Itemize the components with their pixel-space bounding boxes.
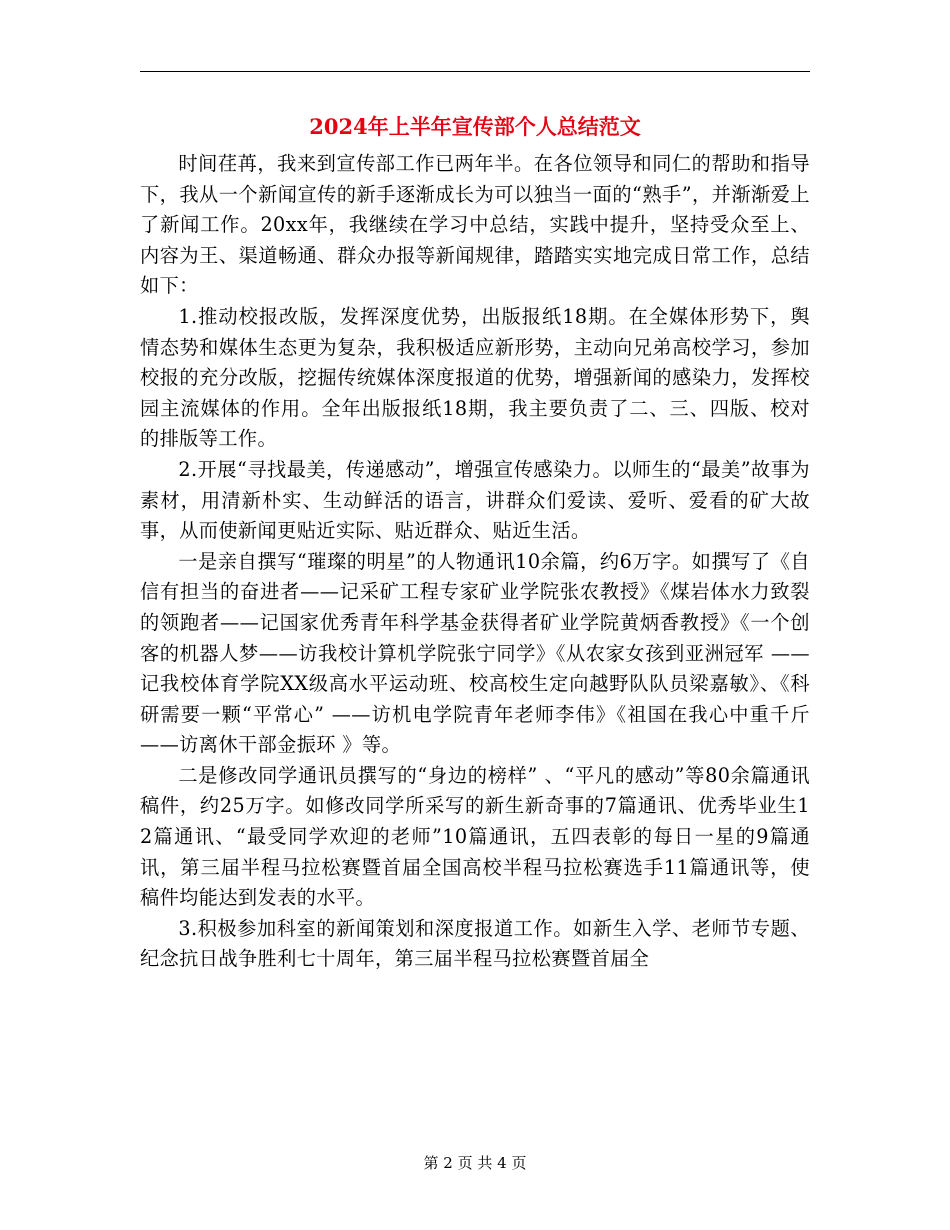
paragraph-sub-1: 一是亲自撰写“璀璨的明星”的人物通讯10余篇，约6万字。如撰写了《自信有担当的奋进者——记采矿工程专家矿业学院张农教授》《煤岩体水力致裂的领跑者——记国家优秀青年科学基金获得者矿业学院黄炳香教授》《一个创客的机器人梦——访我校计算机学院张宁同学》《从农家女孩到亚洲冠军 ——记我校体育学院XX级高水平运动班、校高校生定向越野队队员梁嘉敏》、《科研需要一颗“平常心” ——访机电学院青年老师李伟》《祖国在我心中重千斤——访离休干部金振环 》等。: [140, 549, 810, 757]
paragraph-item-2: 2.开展“寻找最美，传递感动”，增强宣传感染力。以师生的“最美”故事为素材，用清新朴实、生动鲜活的语言，讲群众们爱读、爱听、爱看的矿大故事，从而使新闻更贴近实际、贴近群众、贴近生活。: [140, 457, 810, 543]
paragraph-item-3: 3.积极参加科室的新闻策划和深度报道工作。如新生入学、老师节专题、纪念抗日战争胜利七十周年，第三届半程马拉松赛暨首届全: [140, 916, 810, 971]
paragraph-intro: 时间荏苒，我来到宣传部工作已两年半。在各位领导和同仁的帮助和指导下，我从一个新闻宣传的新手逐渐成长为可以独当一面的“熟手”，并渐渐爱上了新闻工作。20xx年，我继续在学习中总结，实践中提升，坚持受众至上、内容为王、渠道畅通、群众办报等新闻规律，踏踏实实地完成日常工作，总结如下：: [140, 152, 810, 298]
document-body: [140, 149, 810, 975]
document-title: 2024年上半年宣传部个人总结范文: [309, 114, 641, 139]
page-number: 第 2 页 共 4 页: [423, 1154, 527, 1172]
paragraph-item-1: 1.推动校报改版，发挥深度优势，出版报纸18期。在全媒体形势下，舆情态势和媒体生态更为复杂，我积极适应新形势，主动向兄弟高校学习，参加校报的充分改版，挖掘传统媒体深度报道的优势，增强新闻的感染力，发挥校园主流媒体的作用。全年出版报纸18期，我主要负责了二、三、四版、校对的排版等工作。: [140, 304, 810, 451]
header-rule: [140, 71, 810, 72]
paragraph-sub-2: 二是修改同学通讯员撰写的“身边的榜样” 、“平凡的感动”等80余篇通讯稿件，约25万字。如修改同学所采写的新生新奇事的7篇通讯、优秀毕业生12篇通讯、“最受同学欢迎的老师”10篇通讯，五四表彰的每日一星的9篇通讯，第三届半程马拉松赛暨首届全国高校半程马拉松赛选手11篇通讯等，使稿件均能达到发表的水平。: [140, 763, 810, 910]
